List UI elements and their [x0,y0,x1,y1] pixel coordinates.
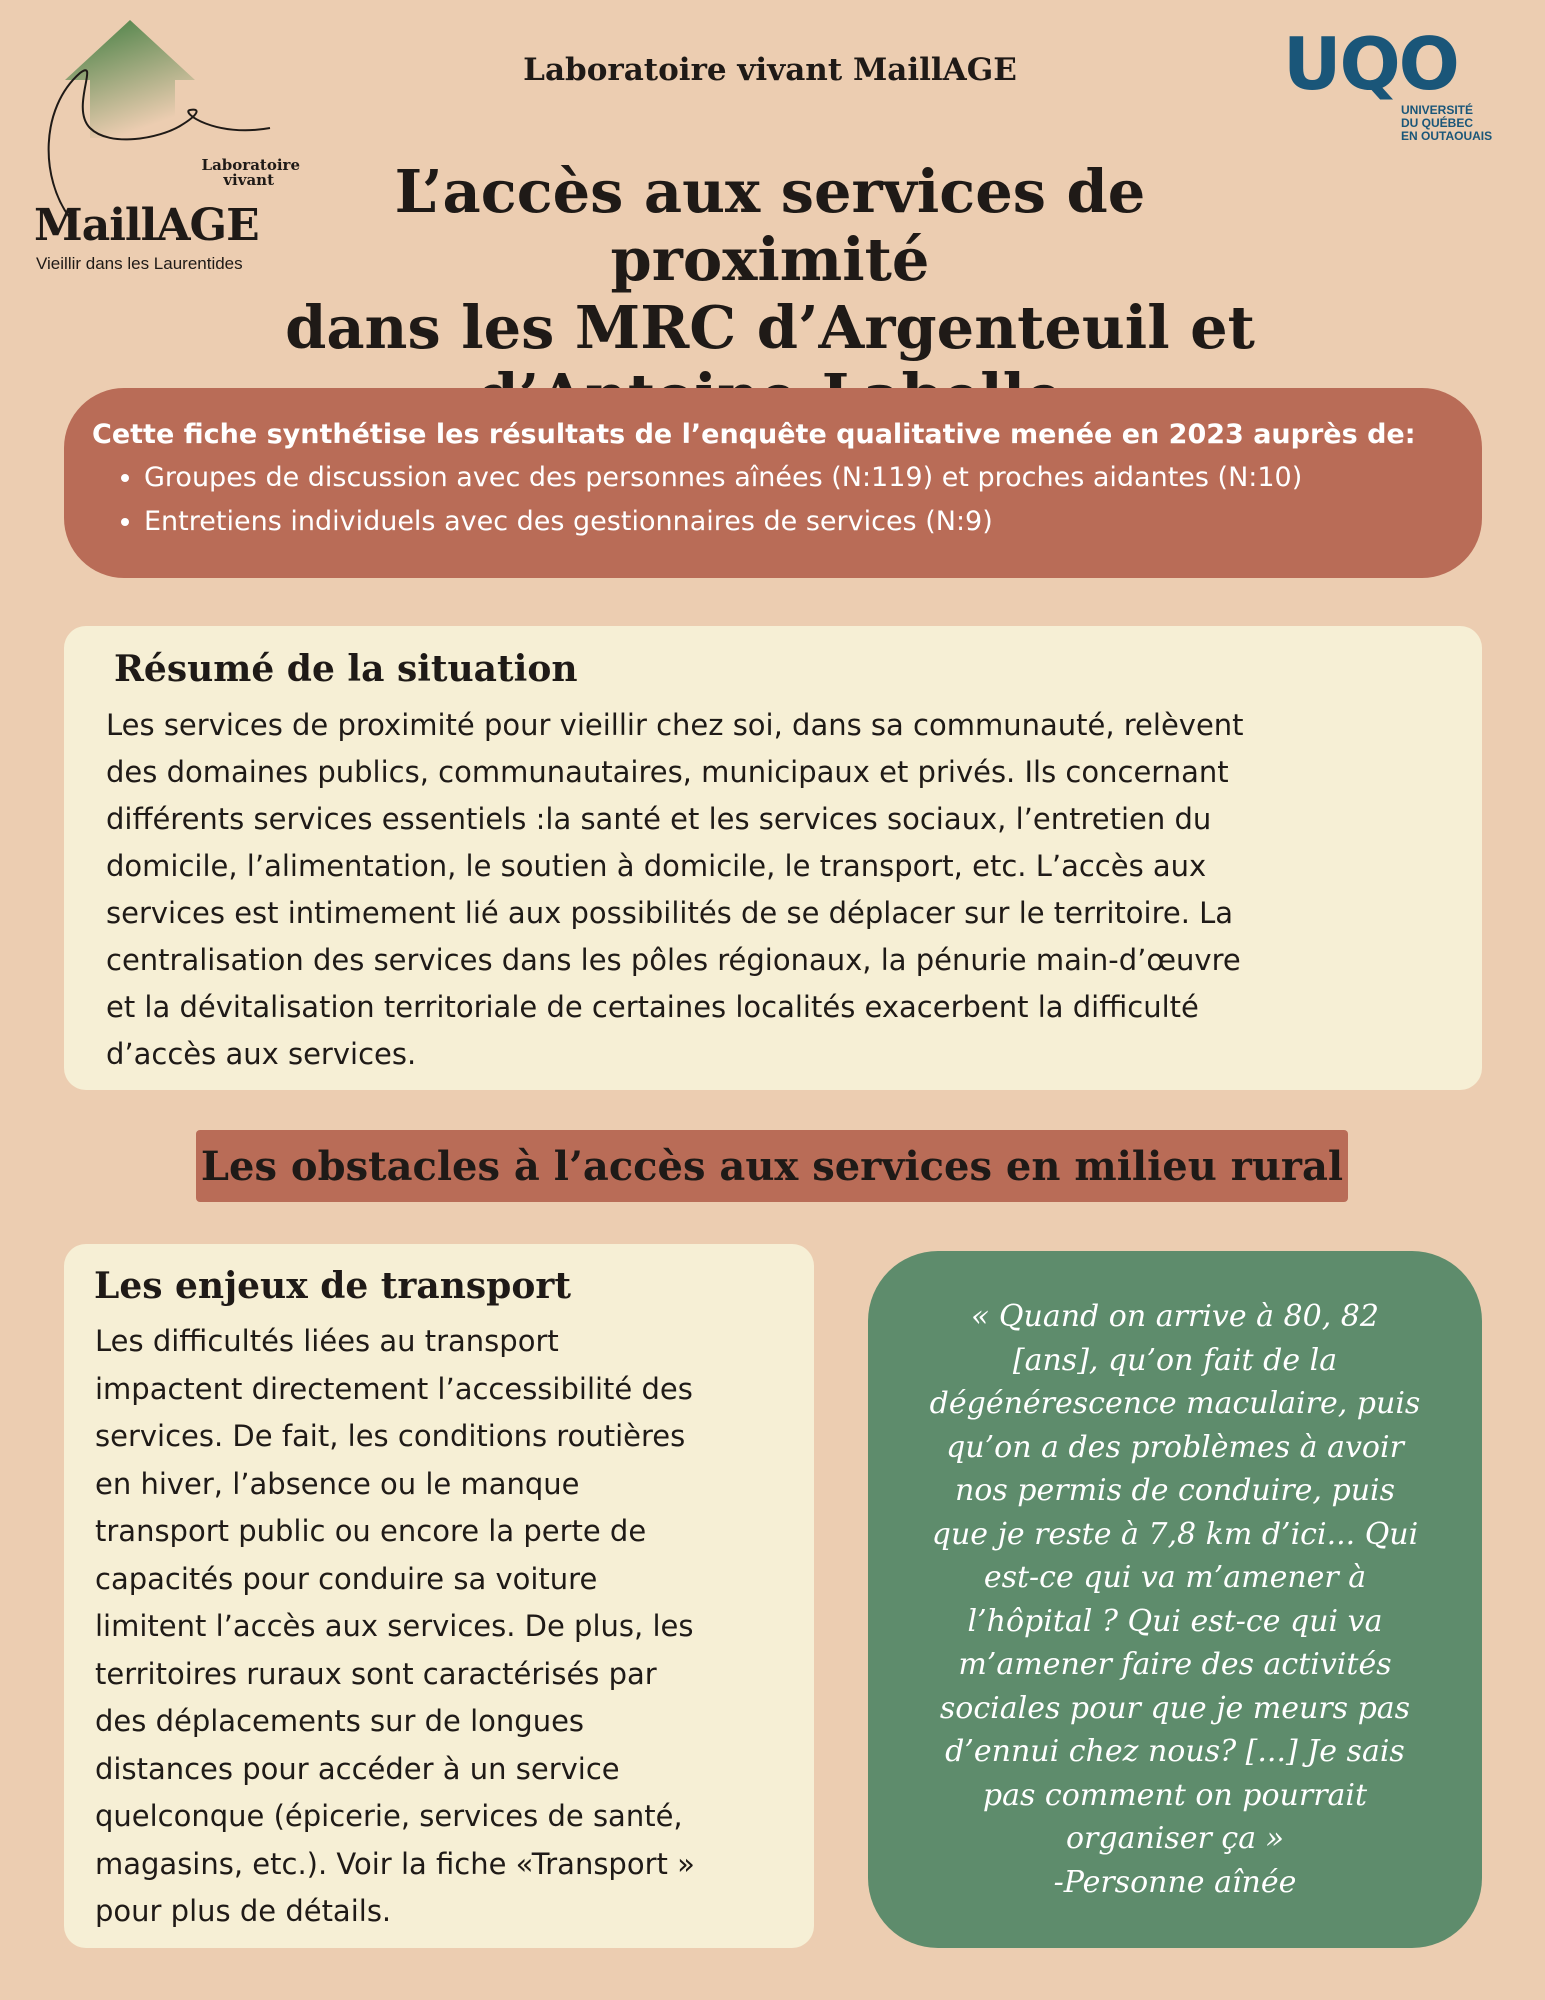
summary-text: Les services de proximité pour vieillir chez soi, dans sa communauté, relèvent des domaines publics, communautaires, municipaux et privés. Ils concernant différents services essentiels :la santé et les services sociaux, l’entretien du domicile, l’alimentation, le soutien à domicile, le transport, etc. L’accès aux services est intimement lié aux possibilités de se déplacer sur le territoire. La centralisation des services dans les pôles régionaux, la pénurie main-d’œuvre et la dévitalisation territoriale de certaines localités exacerbent la difficulté d’accès aux services. [106,708,1244,1071]
uqo-letters: UQO [1283,22,1458,106]
quote-box [868,1251,1482,1948]
list-item: • Groupes de discussion avec des personnes aînées (N:119) et proches aidantes (N:10) [144,456,1452,500]
logo-lab-text: Laboratoire vivant [201,156,300,189]
page-title: L’accès aux services de proximité dans les MRC d’Argenteuil et [285,157,1255,362]
lab-header: Laboratoire vivant MaillAGE [523,52,1017,88]
intro-banner [64,388,1482,578]
obstacles-heading: Les obstacles à l’accès aux services en milieu rural [196,1130,1348,1202]
logo-tagline: Vieillir dans les Laurentides [36,254,243,273]
summary-box [64,626,1482,1090]
intro-list [92,456,1452,544]
list-item: • Entretiens individuels avec des gestionnaires de services (N:9) [144,500,1452,544]
summary-heading: Résumé de la situation [114,648,578,690]
transport-box [64,1244,814,1948]
quote-author: -Personne aînée [1053,1864,1297,1900]
transport-heading: Les enjeux de transport [94,1265,571,1307]
transport-text: Les difficultés liées au transport impactent directement l’accessibilité des services. De fait, les conditions routières en hiver, l’absence ou le manque transport public ou encore la perte de capacités pour conduire sa voiture limitent l’accès aux services. De plus, les territoires ruraux sont caractérisés par des déplacements sur de longues distances pour accéder à un service quelconque (épicerie, services de santé, magasins, etc.). Voir la fiche «Transport » pour plus de détails. [95,1324,695,1928]
uqo-logo [1283,22,1523,148]
intro-lead: Cette fiche synthétise les résultats de l’enquête qualitative menée en 2023 auprès de: [92,419,1416,450]
logo-name: MaillAGE [34,200,259,251]
uqo-subtitle: UNIVERSITÉ DU QUÉBEC EN OUTAOUAIS [1401,103,1493,143]
quote-text: « Quand on arrive à 80, 82 [ans], qu’on fait de la dégénérescence maculaire, puis qu’on a des problèmes à avoir nos permis de conduire, puis que je reste à 7,8 km d’ici... Qui est-ce qui va m’amener à l’hôpital ? Qui est-ce qui va m’amener faire des activités sociales pour que je meurs pas d’ennui chez nous? [...] Je sais pas comment on pourrait organiser ça » [929,1299,1421,1856]
